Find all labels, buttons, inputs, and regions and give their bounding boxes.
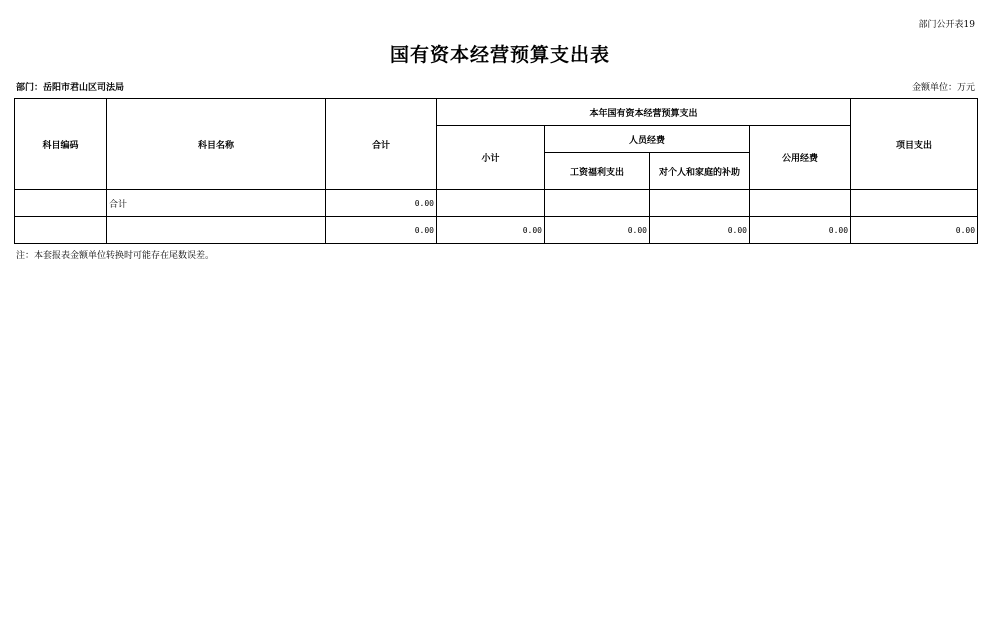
cell-name: 合计 [107,190,326,217]
budget-table [14,98,978,244]
table-row [15,190,978,217]
unit-label: 金额单位：万元 [911,83,975,93]
cell-public [750,190,851,217]
header-current-year: 本年国有资本经营预算支出 [437,99,851,126]
cell-subtotal: 0.00 [437,217,545,244]
cell-public: 0.00 [750,217,851,244]
cell-project [851,190,978,217]
cell-total: 0.00 [326,217,437,244]
header-subject-name: 科目名称 [107,99,326,190]
cell-subsidies [650,190,750,217]
header-total: 合计 [326,99,437,190]
table-number: 部门公开表19 [918,20,975,30]
footnote: 注：本套报表金额单位转换时可能存在尾数误差。 [16,251,215,261]
department-label: 部门：岳阳市君山区司法局 [16,83,125,93]
header-subsidies: 对个人和家庭的补助 [650,153,750,190]
cell-total: 0.00 [326,190,437,217]
cell-name [107,217,326,244]
cell-code [15,217,107,244]
cell-wages [545,190,650,217]
cell-wages: 0.00 [545,217,650,244]
table-row [15,217,978,244]
header-personnel: 人员经费 [545,126,750,153]
header-public: 公用经费 [750,126,851,190]
cell-project: 0.00 [851,217,978,244]
cell-subsidies: 0.00 [650,217,750,244]
page-title: 国有资本经营预算支出表 [389,44,610,66]
cell-subtotal [437,190,545,217]
cell-code [15,190,107,217]
header-project: 项目支出 [851,99,978,190]
header-wages: 工资福利支出 [545,153,650,190]
header-subject-code: 科目编码 [15,99,107,190]
header-subtotal: 小计 [437,126,545,190]
